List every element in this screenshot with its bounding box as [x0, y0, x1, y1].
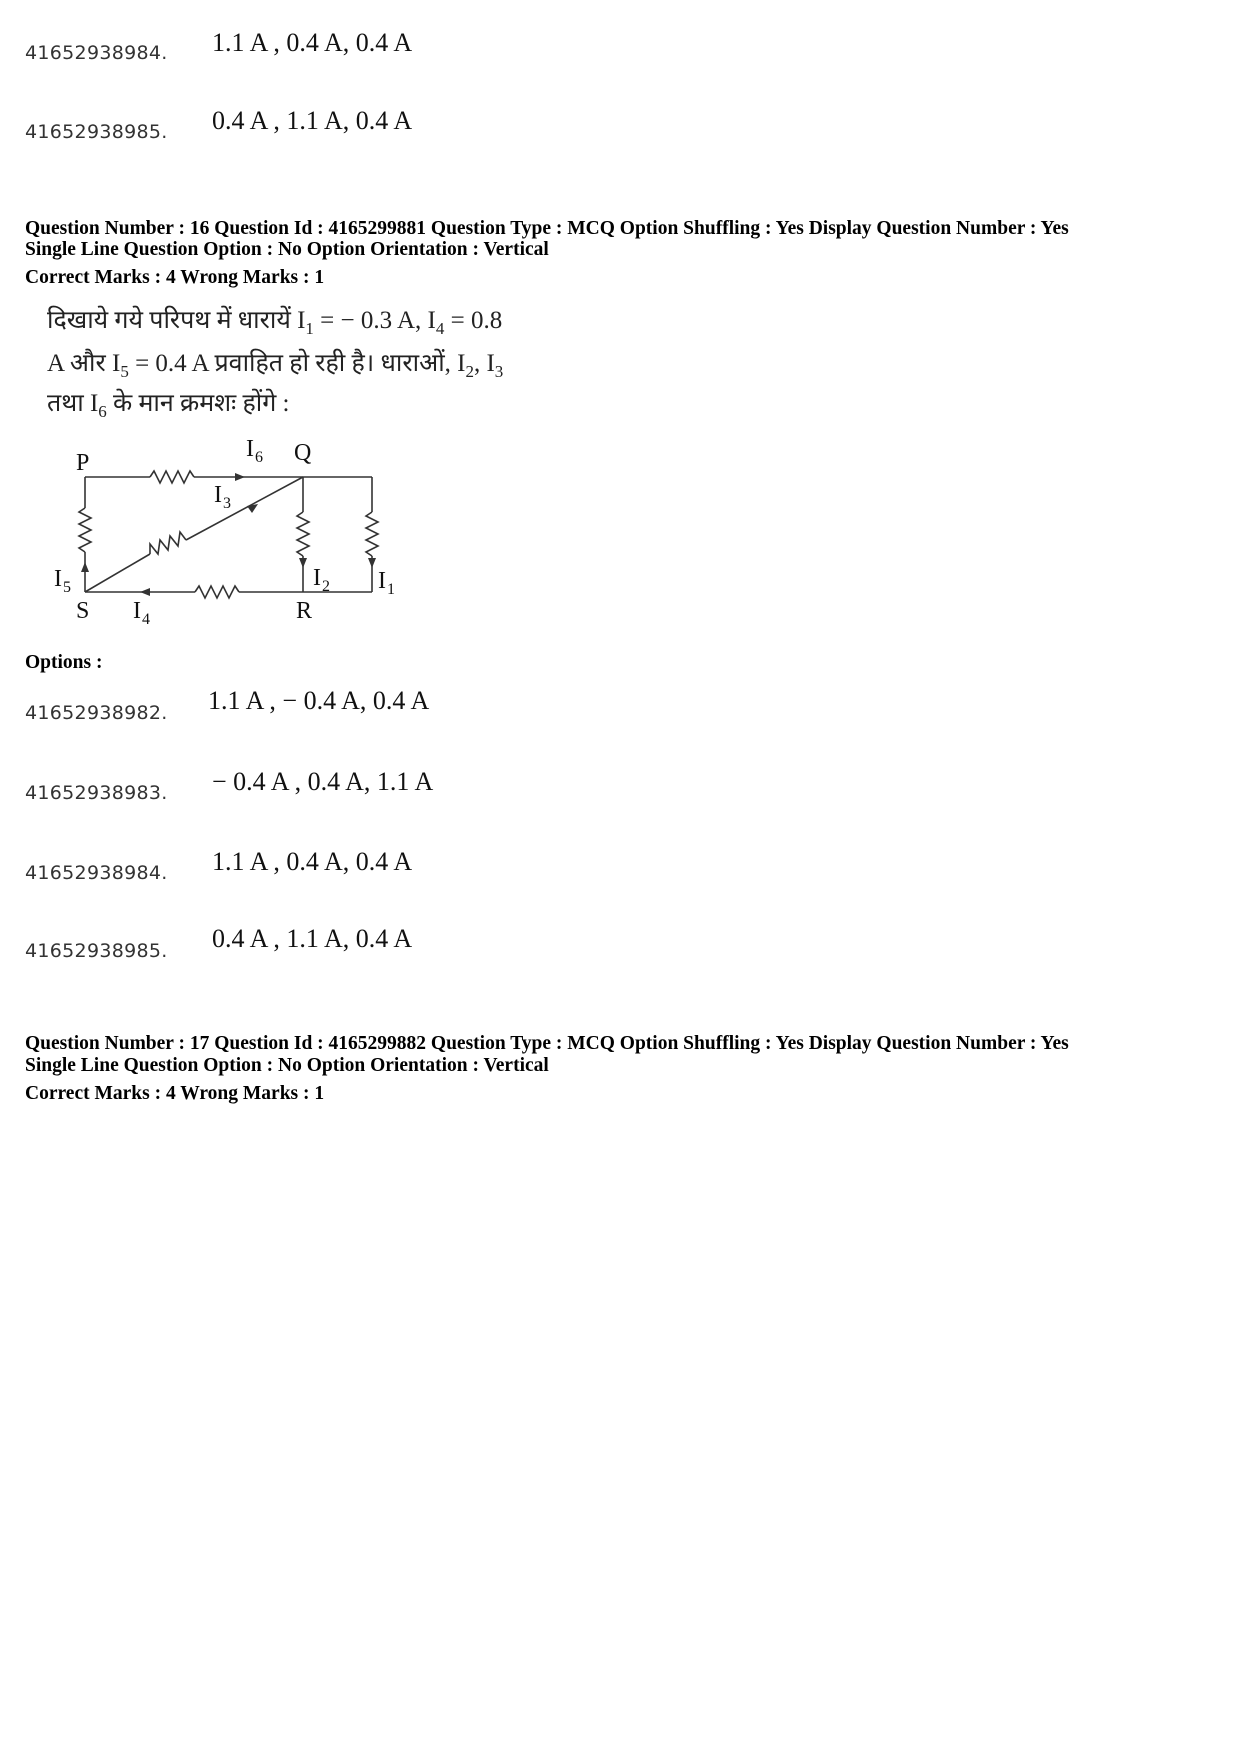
current-label-i3: I	[214, 482, 222, 508]
current-subscript: 3	[223, 495, 231, 512]
question-meta-line: Question Number : 16 Question Id : 4165299881 Question Type : MCQ Option Shuffling : Yes Display Question Number : Yes	[25, 218, 1069, 239]
current-subscript: 4	[142, 611, 150, 628]
option-text: 1.1 A , 0.4 A, 0.4 A	[212, 847, 413, 876]
question-meta-line: Single Line Question Option : No Option Orientation : Vertical	[25, 1055, 549, 1076]
circuit-diagram	[40, 430, 420, 630]
option-id: 41652938983.	[25, 782, 168, 804]
current-subscript: 6	[255, 449, 263, 466]
question-text-line: A और $I_5 = 0.4$ A प्रवाहित हो रही है। धाराओं, $I_2$, $I_3$	[47, 350, 504, 381]
node-label-q: Q	[294, 440, 312, 466]
question-marks: Correct Marks : 4 Wrong Marks : 1	[25, 1083, 325, 1104]
node-label-r: R	[296, 598, 313, 624]
current-subscript: 5	[63, 579, 71, 596]
option-id: 41652938984.	[25, 862, 168, 884]
node-label-p: P	[76, 450, 90, 476]
question-text-line: दिखाये गये परिपथ में धारायें $I_1$ = − 0.3 A, $I_4 = 0.8$	[47, 307, 503, 338]
current-label-i1: I	[378, 568, 386, 594]
current-label-i6: I	[246, 436, 254, 462]
option-id: 41652938982.	[25, 702, 168, 724]
question-meta-line: Question Number : 17 Question Id : 4165299882 Question Type : MCQ Option Shuffling : Yes Display Question Number : Yes	[25, 1033, 1069, 1054]
current-label-i4: I	[133, 598, 141, 624]
options-label: Options :	[25, 652, 103, 673]
option-text: 1.1 A , 0.4 A, 0.4 A	[212, 28, 413, 57]
current-label-i5: I	[54, 566, 62, 592]
current-label-i2: I	[313, 565, 321, 591]
option-id: 41652938985.	[25, 121, 168, 143]
option-text: − 0.4 A , 0.4 A, 1.1 A	[212, 767, 434, 796]
question-text-line: तथा $I_6$ के मान क्रमशः होंगे :	[47, 390, 290, 421]
question-marks: Correct Marks : 4 Wrong Marks : 1	[25, 267, 325, 288]
current-subscript: 1	[387, 581, 395, 598]
node-label-s: S	[76, 598, 90, 624]
question-meta-line: Single Line Question Option : No Option Orientation : Vertical	[25, 239, 549, 260]
option-text: 0.4 A , 1.1 A, 0.4 A	[212, 924, 413, 953]
option-id: 41652938985.	[25, 940, 168, 962]
option-text: 0.4 A , 1.1 A, 0.4 A	[212, 106, 413, 135]
current-subscript: 2	[322, 578, 330, 595]
option-text: 1.1 A , − 0.4 A, 0.4 A	[208, 686, 430, 715]
option-id: 41652938984.	[25, 42, 168, 64]
